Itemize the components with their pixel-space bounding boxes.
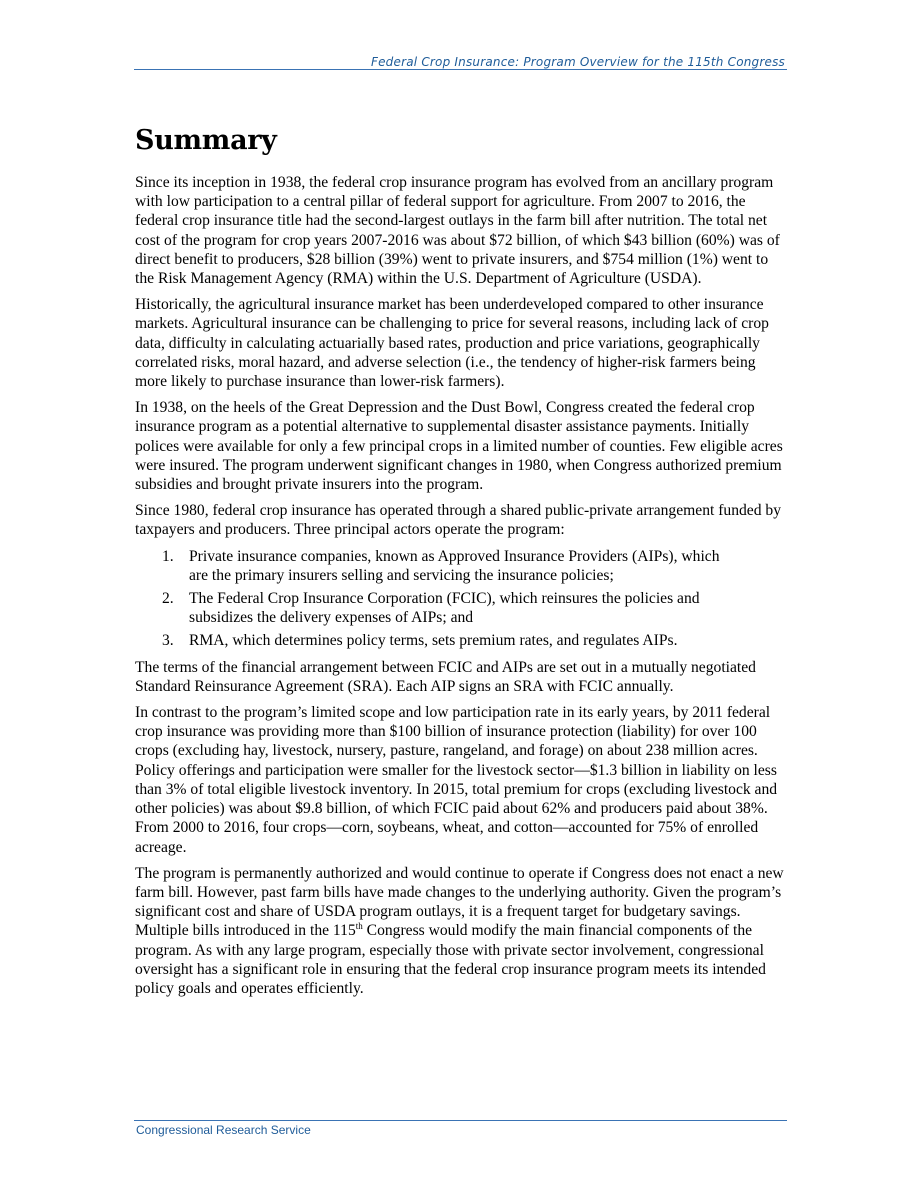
list-item <box>162 631 722 650</box>
paragraph-7-text-a: The program is permanently authorized and would continue to operate if Congress does not enact a new farm bill. However, past farm bills have made changes to the underlying authority. Given the program’s significant cost and share of USDA program outlays, it is a frequent target for budgetary savings. Multiple bills introduced in the 115 <box>135 864 784 940</box>
paragraph-5: The terms of the financial arrangement between FCIC and AIPs are set out in a mutually negotiated Standard Reinsurance Agreement (SRA). Each AIP signs an SRA with FCIC annually. <box>135 658 756 695</box>
paragraph-3: In 1938, on the heels of the Great Depression and the Dust Bowl, Congress created the federal crop insurance program as a potential alternative to supplemental disaster assistance payments. Initially polices were available for only a few principal crops in a limited number of counties. Few eligible acres were insured. The program underwent significant changes in 1980, when Congress authorized premium subsidies and brought private insurers into the program. <box>135 399 783 494</box>
summary-section <box>135 122 787 1005</box>
list-text: RMA, which determines policy terms, sets premium rates, and regulates AIPs. <box>189 632 678 650</box>
page-heading: Summary <box>135 125 277 156</box>
list-number: 2. <box>162 590 174 608</box>
paragraph-2: Historically, the agricultural insurance market has been underdeveloped compared to other insurance markets. Agricultural insurance can be challenging to price for several reasons, including lack of crop data, difficulty in calculating actuarially based rates, production and price variations, geographically correlated risks, moral hazard, and adverse selection (i.e., the tendency of higher-risk farmers being more likely to purchase insurance than lower-risk farmers). <box>135 296 769 391</box>
footer-divider <box>134 1120 787 1121</box>
footer-publisher: Congressional Research Service <box>136 1123 311 1137</box>
paragraph-1: Since its inception in 1938, the federal crop insurance program has evolved from an ancillary program with low participation to a central pillar of federal support for agriculture. From 2007 to 2016, the federal crop insurance title had the second-largest outlays in the farm bill after nutrition. The total net cost of the program for crop years 2007-2016 was about $72 billion, of which $43 billion (60%) was of direct benefit to producers, $28 billion (39%) went to private insurers, and $754 million (1%) went to the Risk Management Agency (RMA) within the U.S. Department of Agriculture (USDA). <box>135 174 780 288</box>
running-header-title: Federal Crop Insurance: Program Overview for the 115th Congress <box>371 55 785 69</box>
list-text: Private insurance companies, known as Approved Insurance Providers (AIPs), which are the primary insurers selling and servicing the insurance policies; <box>189 547 720 584</box>
paragraph-4: Since 1980, federal crop insurance has operated through a shared public-private arrangement funded by taxpayers and producers. Three principal actors operate the program: <box>135 502 782 539</box>
list-number: 1. <box>162 547 174 565</box>
header-divider <box>134 69 787 70</box>
list-item <box>162 547 722 585</box>
list-item <box>162 589 722 627</box>
list-number: 3. <box>162 632 174 650</box>
paragraph-7 <box>135 864 787 998</box>
paragraph-6: In contrast to the program’s limited scope and low participation rate in its early years, by 2011 federal crop insurance was providing more than $100 billion of insurance protection (liability) for over 100 crops (excluding hay, livestock, nursery, pasture, rangeland, and forage) on about 238 million acres. Policy offerings and participation were smaller for the livestock sector—$1.3 billion in liability on less than 3% of total eligible livestock inventory. In 2015, total premium for crops (excluding livestock and other policies) was about $9.8 billion, of which FCIC paid about 62% and producers paid about 38%. From 2000 to 2016, four crops—corn, soybeans, wheat, and cotton—accounted for 75% of enrolled acreage. <box>135 704 778 856</box>
paragraph-7-text-b: Congress would modify the main financial components of the program. As with any large program, especially those with private sector involvement, congressional oversight has a significant role in ensuring that the federal crop insurance program meets its intended policy goals and operates efficiently. <box>135 922 766 997</box>
ordinal-superscript: th <box>355 921 363 932</box>
list-text: The Federal Crop Insurance Corporation (FCIC), which reinsures the policies and subsidizes the delivery expenses of AIPs; and <box>189 590 700 627</box>
principal-actors-list <box>135 547 722 651</box>
